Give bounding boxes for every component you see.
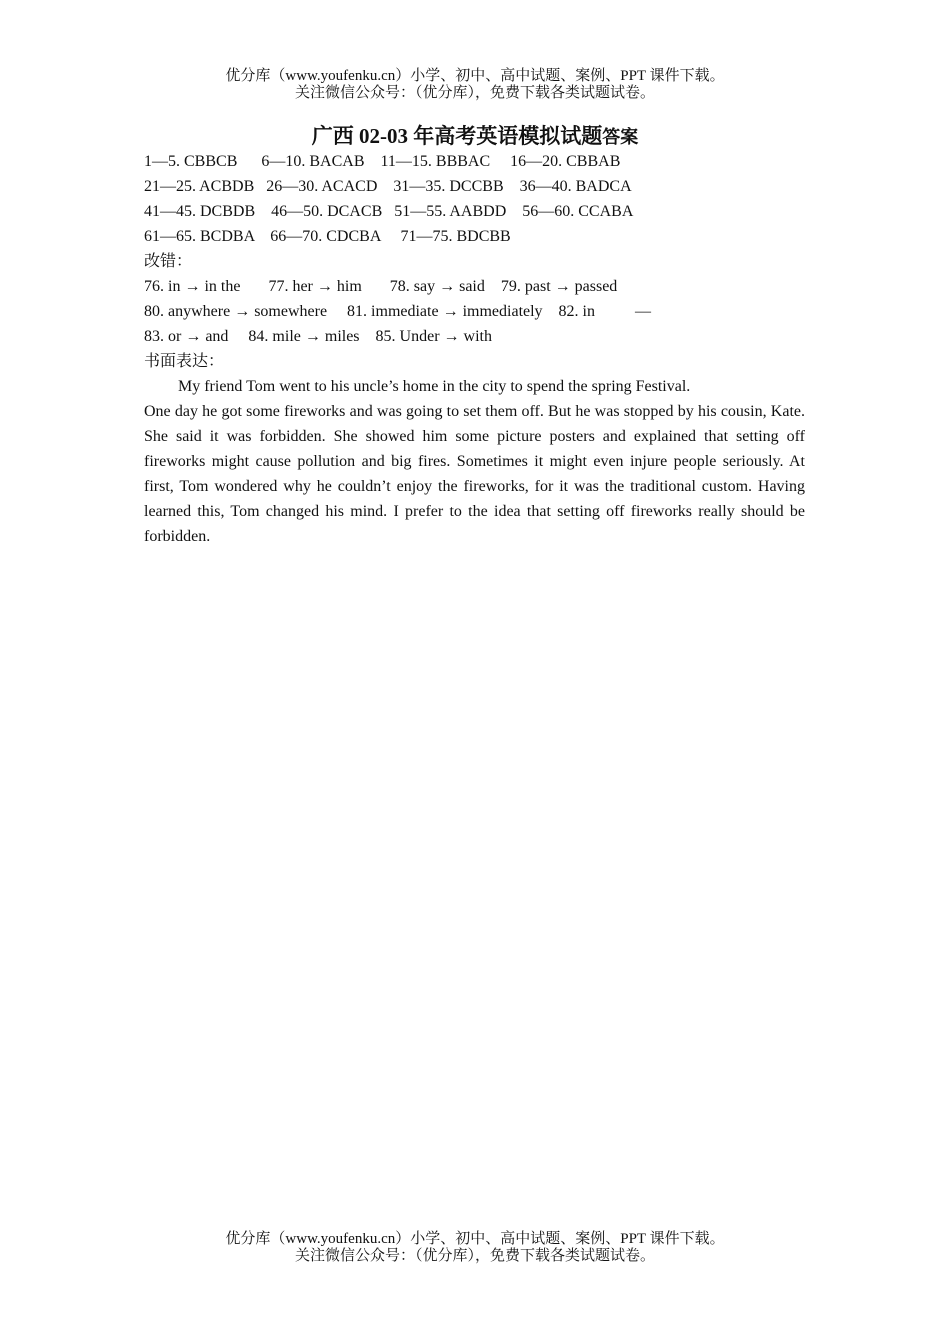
answer-key xyxy=(144,149,805,249)
correction-row: 83. or → and 84. mile → miles 85. Under → with xyxy=(144,328,492,345)
essay-first-line: My friend Tom went to his uncle’s home in the city to spend the spring Festival. xyxy=(178,378,691,395)
answer-row: 21—25. ACBDB 26—30. ACACD 31—35. DCCBB 36—40. BADCA xyxy=(144,178,632,195)
corrections-heading: 改错： xyxy=(144,253,193,270)
document-body xyxy=(144,149,805,549)
document-title xyxy=(0,122,950,151)
writing-heading: 书面表达： xyxy=(144,353,225,370)
answer-row: 41—45. DCBDB 46—50. DCACB 51—55. AABDD 56—60. CCABA xyxy=(144,203,634,220)
header-line-1: 优分库（www.youfenku.cn）小学、初中、高中试题、案例、PPT 课件下载。 xyxy=(225,68,725,84)
essay-paragraph: One day he got some fireworks and was going to set them off. But he was stopped by his cousin, Kate. She said it was forbidden. She showed him some picture posters and explained that setting off fireworks might cause pollution and big fires. Sometimes it might even injure people seriously. At first, Tom wondered why he couldn’t enjoy the fireworks, for it was the traditional custom. Having learned this, Tom changed his mind. I prefer to the idea that setting off fireworks really should be forbidden. xyxy=(144,403,805,545)
writing-section xyxy=(144,349,805,549)
page-header xyxy=(0,68,950,102)
answer-row: 61—65. BCDBA 66—70. CDCBA 71—75. BDCBB xyxy=(144,228,511,245)
footer-line-1: 优分库（www.youfenku.cn）小学、初中、高中试题、案例、PPT 课件下载。 xyxy=(225,1231,725,1247)
correction-row: 80. anywhere → somewhere 81. immediate → immediately 82. in — xyxy=(144,303,651,320)
footer-line-2: 关注微信公众号：（优分库），免费下载各类试题试卷。 xyxy=(294,1248,655,1264)
corrections-section xyxy=(144,249,805,349)
header-line-2: 关注微信公众号：（优分库），免费下载各类试题试卷。 xyxy=(294,85,655,101)
correction-row: 76. in → in the 77. her → him 78. say → said 79. past → passed xyxy=(144,278,618,295)
title-main: 广西 02-03 年高考英语模拟试题 xyxy=(311,124,603,148)
answer-row: 1—5. CBBCB 6—10. BACAB 11—15. BBBAC 16—20. CBBAB xyxy=(144,153,621,170)
title-suffix: 答案 xyxy=(602,127,639,147)
page-footer xyxy=(0,1231,950,1265)
